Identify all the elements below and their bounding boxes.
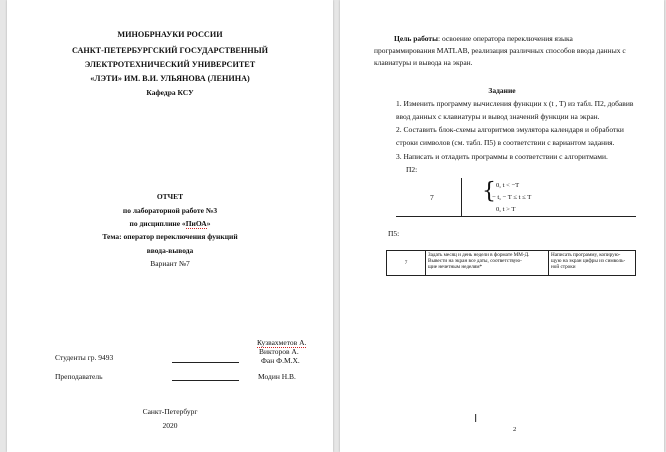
p5-label: П5: [388,229,400,238]
page-number: 2 [513,426,517,433]
department-name: Кафедра КСУ [146,88,194,97]
student-name-2: Викторов А. [259,347,299,356]
p5-variant-cell: 7 [387,251,426,276]
discipline-suffix: » [206,219,211,228]
lab-work-number: по лабораторной работе №3 [122,206,218,215]
p2-table-bottom-line [396,216,636,217]
p5-string-task-cell: Написать программу, копирую- щую на экран цифры из символь- ной строки [549,251,636,276]
teacher-signature-line [172,380,239,381]
task1-line2: ввод данных с клавиатуры и вывод значений функции на экран. [396,112,600,121]
table-row [387,251,636,276]
university-name-line3: «ЛЭТИ» ИМ. В.И. УЛЬЯНОВА (ЛЕНИНА) [90,74,250,83]
task3: 3. Написать и отладить программы в соответствии с алгоритмами. [396,152,608,161]
task2-line1: 2. Составить блок-схемы алгоритмов эмулятора календаря и обработки [396,125,624,134]
p5-calendar-task-cell: Задать месяц и день недели в формате ММ-Д. Вывести на экран все даты, соответствую- щие нечетным неделям* [426,251,549,276]
discipline-name: ПиОА [185,219,207,228]
p5-table [386,250,636,276]
task2-line2: строки символов (см. табл. П5) в соответствии с вариантом задания. [396,138,615,147]
variant-number: Вариант №7 [150,259,190,268]
goal-line3: клавиатуры и вывода на экран. [374,58,473,67]
p2-table-divider [461,178,462,216]
goal-text-1: : освоение оператора переключения языка [437,34,573,43]
p2-brace: { [482,179,496,204]
goal-line1 [394,34,573,43]
p2-case3: 0, t > T [496,206,516,213]
document-page-1 [7,0,333,452]
p2-case1: 0, t < −T [496,182,520,189]
report-title: ОТЧЕТ [156,192,184,201]
student-name-3: Фан Ф.М.Х. [261,356,300,365]
topic-line2: ввода-вывода [146,246,194,255]
students-signature-line [172,362,239,363]
teacher-name: Модин Н.В. [258,372,296,381]
year: 2020 [162,421,178,430]
p2-variant: 7 [430,193,434,202]
students-label: Студенты гр. 9493 [55,353,114,362]
p2-label: П2: [406,165,418,174]
text-cursor-icon: I [474,412,478,425]
university-name-line1: САНКТ-ПЕТЕРБУРГСКИЙ ГОСУДАРСТВЕННЫЙ [71,46,269,55]
topic-line1: Тема: оператор переключения функций [102,232,238,241]
p2-case2: − t, − T ≤ t ≤ T [492,194,532,201]
task1-line1: 1. Изменить программу вычисления функции x (t , T) из табл. П2, добавив [396,99,634,108]
goal-line2: программирования MATLAB, реализация различных способов ввода данных с [374,46,626,55]
task-heading: Задание [488,86,516,95]
student-name-1: Кузвахметов А. [257,338,307,347]
teacher-label: Преподаватель [55,372,103,381]
document-page-2 [340,0,664,452]
goal-label: Цель работы [394,34,438,43]
university-name-line2: ЭЛЕКТРОТЕХНИЧЕСКИЙ УНИВЕРСИТЕТ [84,60,256,69]
city: Санкт-Петербург [142,407,198,416]
discipline-prefix: по дисциплине « [129,219,186,228]
discipline-line [7,219,333,228]
ministry-header: МИНОБРНАУКИ РОССИИ [117,30,223,39]
